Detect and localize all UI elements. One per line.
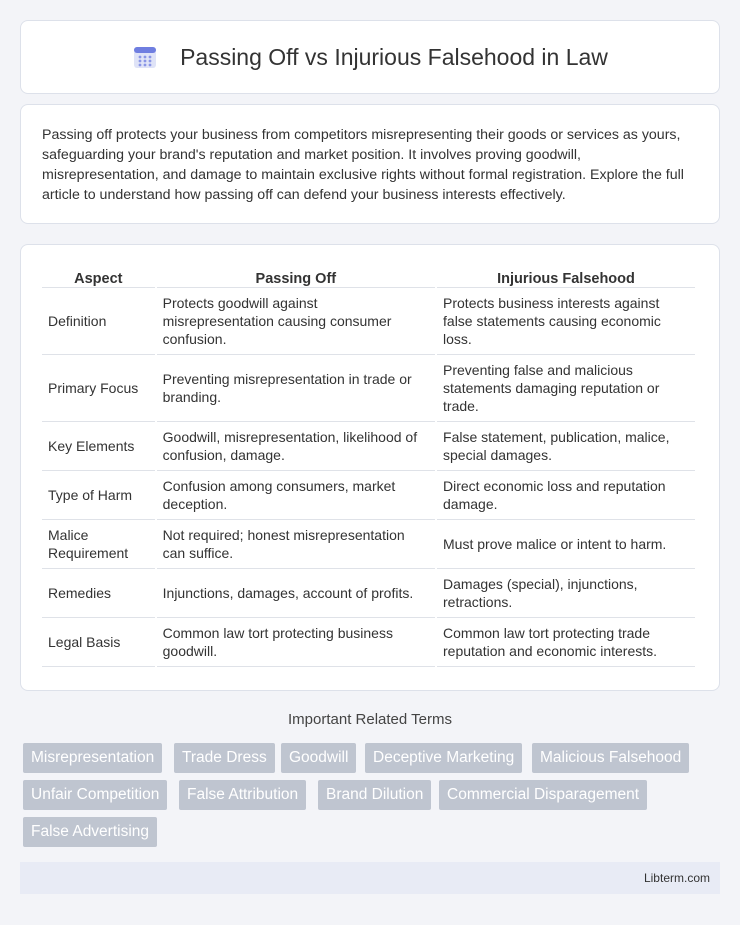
table-row: [42, 569, 695, 618]
related-term-tag[interactable]: Goodwill: [281, 743, 356, 773]
table-row: [42, 520, 695, 569]
aspect-cell: Legal Basis: [42, 618, 155, 667]
related-term-tag[interactable]: Brand Dilution: [318, 780, 431, 810]
related-term-tag[interactable]: Commercial Disparagement: [439, 780, 647, 810]
injurious-falsehood-cell: Must prove malice or intent to harm.: [437, 520, 695, 569]
injurious-falsehood-cell: Protects business interests against false statements causing economic loss.: [437, 288, 695, 355]
injurious-falsehood-cell: Preventing false and malicious statements damaging reputation or trade.: [437, 355, 695, 422]
passing-off-cell: Confusion among consumers, market deception.: [157, 471, 435, 520]
intro-text: Passing off protects your business from competitors misrepresenting their goods or services as yours, safeguarding your brand's reputation and market position. It involves proving goodwill, misrepresentation, and damage to maintain exclusive rights without formal registration. Explore the full article to understand how passing off can defend your business interests effectively.: [42, 127, 684, 203]
table-row: [42, 288, 695, 355]
calendar-grid-icon: [132, 44, 158, 70]
injurious-falsehood-cell: Common law tort protecting trade reputation and economic interests.: [437, 618, 695, 667]
page-title: Passing Off vs Injurious Falsehood in Law: [180, 43, 608, 70]
column-header-passing-off: Passing Off: [157, 266, 435, 288]
aspect-cell: Definition: [42, 288, 155, 355]
footer-site-link[interactable]: Libterm.com: [643, 871, 710, 885]
related-term-tag[interactable]: Malicious Falsehood: [532, 743, 689, 773]
related-term-tag[interactable]: False Attribution: [179, 780, 306, 810]
table-row: [42, 422, 695, 471]
passing-off-cell: Preventing misrepresentation in trade or branding.: [157, 355, 435, 422]
injurious-falsehood-cell: Direct economic loss and reputation damage.: [437, 471, 695, 520]
related-term-tag[interactable]: False Advertising: [23, 817, 157, 847]
related-term-tag[interactable]: Unfair Competition: [23, 780, 167, 810]
column-header-aspect: Aspect: [42, 266, 155, 288]
aspect-cell: Type of Harm: [42, 471, 155, 520]
table-row: [42, 618, 695, 667]
related-term-tag[interactable]: Misrepresentation: [23, 743, 162, 773]
aspect-cell: Key Elements: [42, 422, 155, 471]
column-header-injurious-falsehood: Injurious Falsehood: [437, 266, 695, 288]
passing-off-cell: Common law tort protecting business goodwill.: [157, 618, 435, 667]
comparison-table: [40, 266, 697, 667]
footer: [20, 862, 720, 894]
table-row: [42, 355, 695, 422]
aspect-cell: Remedies: [42, 569, 155, 618]
aspect-cell: Malice Requirement: [42, 520, 155, 569]
passing-off-cell: Injunctions, damages, account of profits.: [157, 569, 435, 618]
intro-card: [20, 104, 720, 224]
passing-off-cell: Not required; honest misrepresentation can suffice.: [157, 520, 435, 569]
table-row: [42, 471, 695, 520]
comparison-card: [20, 244, 720, 691]
injurious-falsehood-cell: False statement, publication, malice, special damages.: [437, 422, 695, 471]
passing-off-cell: Protects goodwill against misrepresentation causing consumer confusion.: [157, 288, 435, 355]
injurious-falsehood-cell: Damages (special), injunctions, retractions.: [437, 569, 695, 618]
passing-off-cell: Goodwill, misrepresentation, likelihood of confusion, damage.: [157, 422, 435, 471]
aspect-cell: Primary Focus: [42, 355, 155, 422]
related-terms-title: Important Related Terms: [288, 711, 452, 728]
header-card: [20, 20, 720, 94]
related-term-tag[interactable]: Deceptive Marketing: [365, 743, 522, 773]
related-term-tag[interactable]: Trade Dress: [174, 743, 275, 773]
table-header-row: [42, 266, 695, 288]
